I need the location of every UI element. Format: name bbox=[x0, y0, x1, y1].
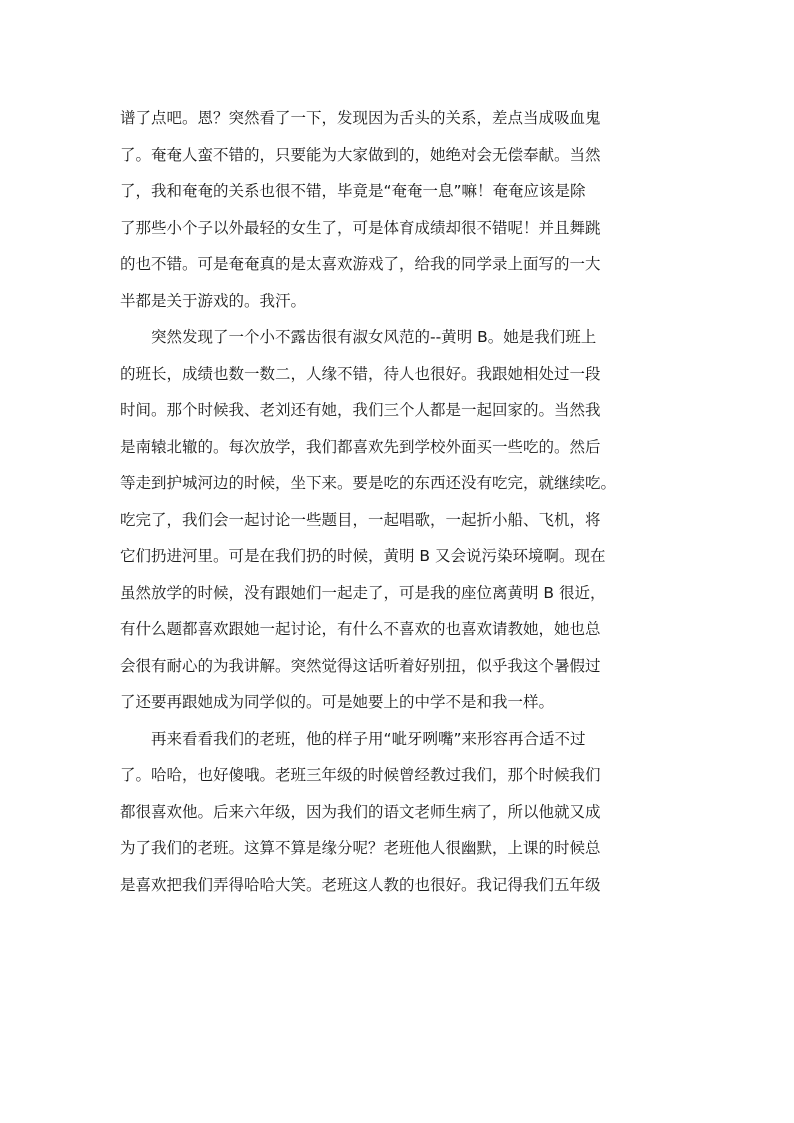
text-line: 是南辕北辙的。每次放学，我们都喜欢先到学校外面买一些吃的。然后 bbox=[120, 437, 601, 456]
text-line: 了，我和奄奄的关系也很不错，毕竟是“奄奄一息”嘛！奄奄应该是除 bbox=[120, 182, 586, 200]
body-text bbox=[120, 100, 676, 903]
text-line: 了还要再跟她成为同学似的。可是她要上的中学不是和我一样。 bbox=[120, 693, 555, 711]
text-line: 等走到护城河边的时候，坐下来。要是吃的东西还没有吃完，就继续吃。 bbox=[120, 474, 617, 492]
text-line: 有什么题都喜欢跟她一起讨论，有什么不喜欢的也喜欢请教她，她也总 bbox=[120, 620, 601, 638]
paragraph-start-line: 再来看看我们的老班，他的样子用“呲牙咧嘴”来形容再合适不过 bbox=[151, 729, 586, 748]
text-line: 吃完了，我们会一起讨论一些题目，一起唱歌，一起折小船、飞机，将 bbox=[120, 510, 601, 529]
text-line: 虽然放学的时候，没有跟她们一起走了，可是我的座位离黄明 B 很近， bbox=[120, 583, 606, 602]
text-line: 的班长，成绩也数一数二，人缘不错，待人也很好。我跟她相处过一段 bbox=[120, 364, 601, 383]
paragraph-start-line: 突然发现了一个小不露齿很有淑女风范的--黄明 B。她是我们班上 bbox=[151, 328, 597, 346]
text-line: 时间。那个时候我、老刘还有她，我们三个人都是一起回家的。当然我 bbox=[120, 401, 601, 419]
text-line: 了那些小个子以外最轻的女生了，可是体育成绩却很不错呢！并且舞跳 bbox=[120, 218, 601, 237]
text-line: 半都是关于游戏的。我汗。 bbox=[120, 291, 307, 310]
text-line: 了。哈哈，也好傻哦。老班三年级的时候曾经教过我们，那个时候我们 bbox=[120, 766, 601, 784]
text-line: 的也不错。可是奄奄真的是太喜欢游戏了，给我的同学录上面写的一大 bbox=[120, 255, 601, 273]
text-line: 谱了点吧。恩？突然看了一下，发现因为舌头的关系，差点当成吸血鬼 bbox=[120, 109, 601, 127]
text-line: 是喜欢把我们弄得哈哈大笑。老班这人教的也很好。我记得我们五年级 bbox=[120, 875, 601, 894]
text-line: 都很喜欢他。后来六年级，因为我们的语文老师生病了，所以他就又成 bbox=[120, 802, 601, 821]
text-line: 为了我们的老班。这算不算是缘分呢？老班他人很幽默，上课的时候总 bbox=[120, 839, 601, 857]
text-line: 会很有耐心的为我讲解。突然觉得这话听着好别扭，似乎我这个暑假过 bbox=[120, 656, 601, 675]
text-line: 它们扔进河里。可是在我们扔的时候，黄明 B 又会说污染环境啊。现在 bbox=[120, 547, 606, 565]
text-line: 了。奄奄人蛮不错的，只要能为大家做到的，她绝对会无偿奉献。当然 bbox=[120, 145, 601, 164]
